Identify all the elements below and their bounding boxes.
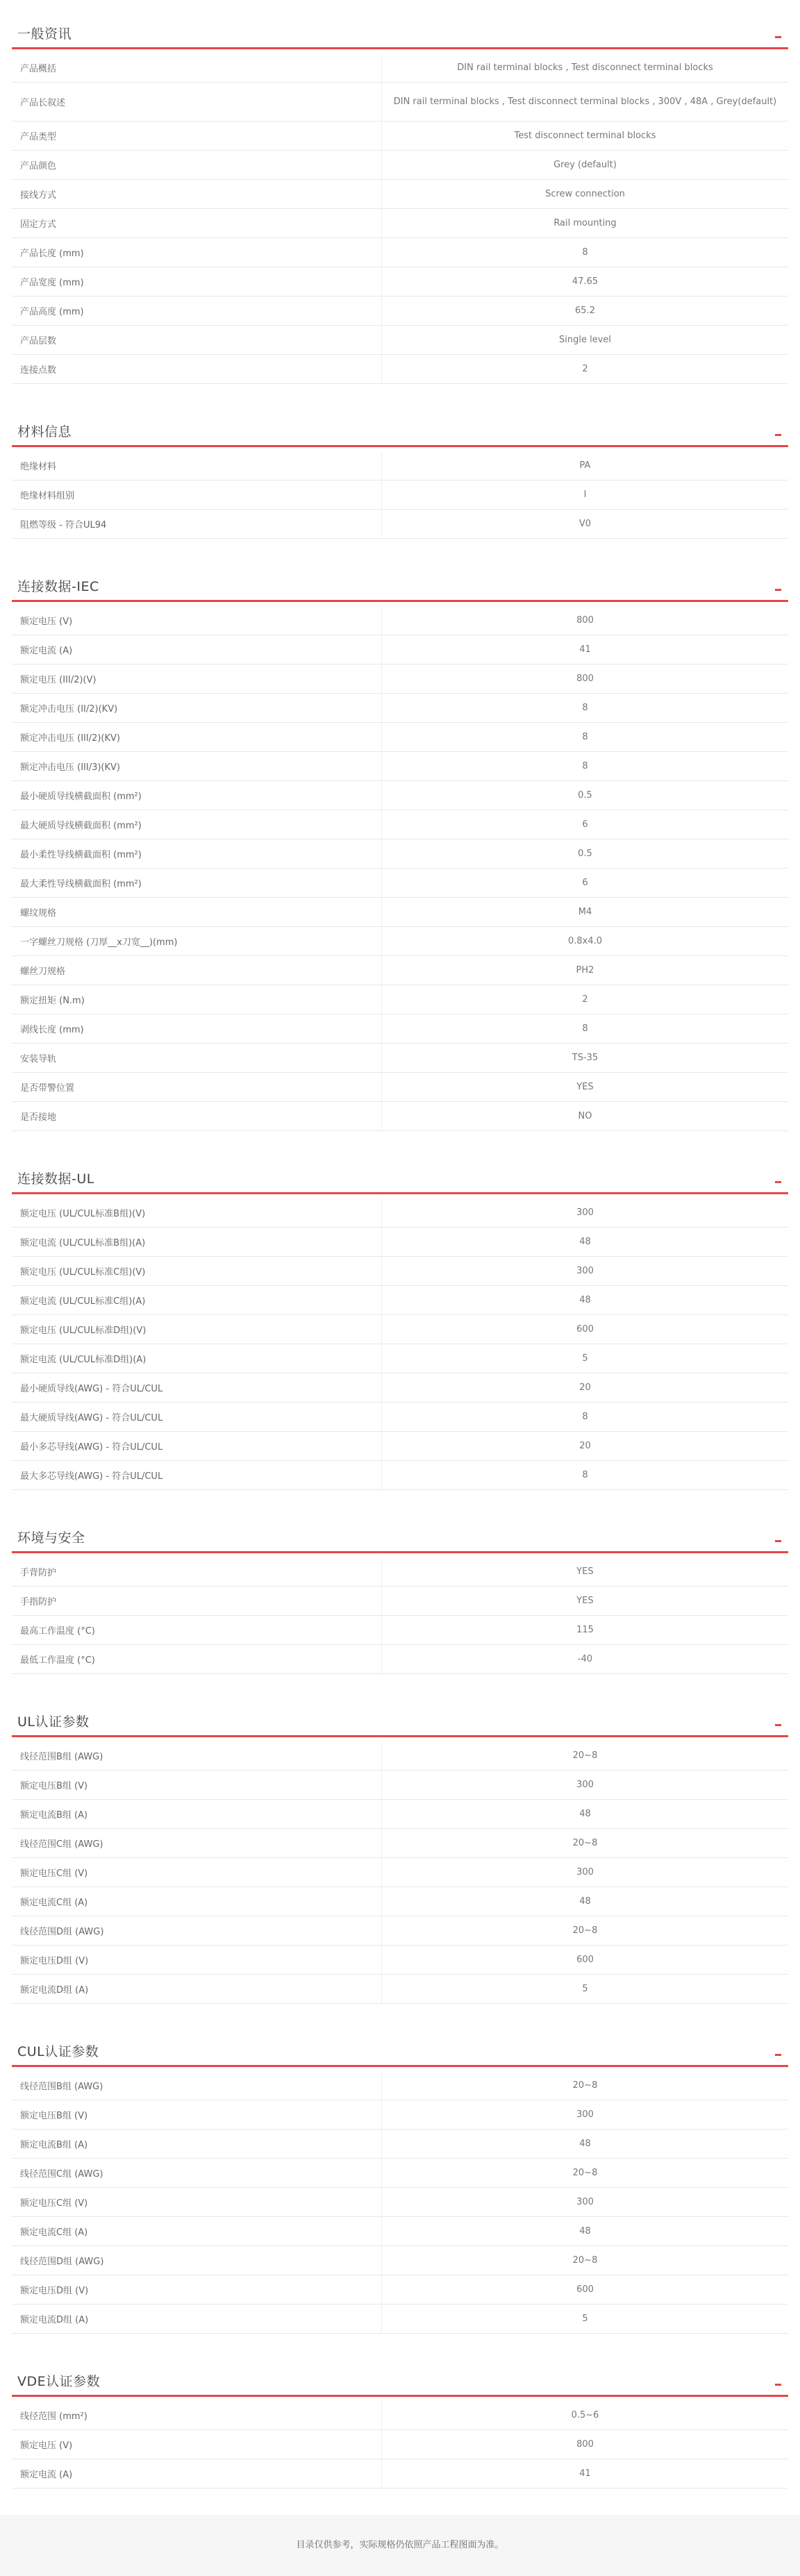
spec-row [12,1741,788,1771]
spec-label: 额定电压 (V) [12,606,382,635]
spec-label: 剥线长度 (mm) [12,1014,382,1044]
spec-row [12,635,788,664]
minus-icon[interactable] [775,1540,781,1542]
spec-value: 300 [382,1257,789,1286]
spec-value: 5 [382,2305,789,2334]
spec-value: 20~8 [382,1829,789,1858]
spec-value: 300 [382,1771,789,1800]
spec-label: 连接点数 [12,355,382,384]
spec-value: 20 [382,1432,789,1461]
spec-value: 8 [382,1461,789,1490]
spec-row [12,1587,788,1616]
spec-label: 额定电流C组 (A) [12,1887,382,1916]
spec-value: 48 [382,1800,789,1829]
spec-value: 20~8 [382,2246,789,2275]
spec-value: 6 [382,869,789,898]
spec-value: 48 [382,1286,789,1315]
spec-row [12,1228,788,1257]
spec-value: 0.8x4.0 [382,927,789,956]
spec-value: 41 [382,635,789,664]
spec-value: 47.65 [382,267,789,296]
spec-label: 线径范围C组 (AWG) [12,1829,382,1858]
spec-label: 最小多芯导线(AWG) - 符合UL/CUL [12,1432,382,1461]
spec-row [12,2246,788,2275]
spec-row [12,267,788,296]
spec-row [12,781,788,810]
spec-sheet [12,0,788,2489]
spec-label: 线径范围D组 (AWG) [12,1916,382,1946]
spec-label: 产品宽度 (mm) [12,267,382,296]
spec-table [12,1198,788,1490]
spec-label: 额定电压B组 (V) [12,1771,382,1800]
spec-row [12,1344,788,1373]
spec-label: 产品类型 [12,122,382,151]
spec-label: 额定电流D组 (A) [12,2305,382,2334]
spec-value: PH2 [382,956,789,985]
spec-value: 20~8 [382,2071,789,2100]
spec-row [12,2071,788,2100]
spec-label: 固定方式 [12,209,382,238]
section-title: 一般资讯 [17,26,72,42]
spec-row [12,296,788,326]
spec-row [12,927,788,956]
spec-row [12,2100,788,2130]
spec-value: 800 [382,664,789,694]
spec-label: 产品层数 [12,326,382,355]
spec-row [12,83,788,122]
spec-row [12,1557,788,1587]
spec-value: NO [382,1102,789,1131]
spec-value: 600 [382,1315,789,1344]
section-header[interactable] [12,19,788,49]
spec-value: 8 [382,1014,789,1044]
spec-label: 最大多芯导线(AWG) - 符合UL/CUL [12,1461,382,1490]
spec-value: 20~8 [382,1741,789,1771]
spec-label: 额定冲击电压 (III/2)(KV) [12,723,382,752]
section-header[interactable] [12,572,788,602]
minus-icon[interactable] [775,2384,781,2386]
spec-table [12,1741,788,2004]
spec-value: 65.2 [382,296,789,326]
spec-value: PA [382,451,789,480]
spec-row [12,2430,788,2459]
spec-row [12,2459,788,2489]
spec-row [12,1461,788,1490]
spec-section [12,1707,788,2004]
spec-row [12,180,788,209]
section-header[interactable] [12,1707,788,1737]
spec-row [12,985,788,1014]
spec-label: 产品颜色 [12,151,382,180]
spec-value: 8 [382,752,789,781]
spec-label: 额定电压D组 (V) [12,2275,382,2305]
spec-row [12,1315,788,1344]
spec-row [12,151,788,180]
spec-table [12,2071,788,2334]
spec-label: 线径范围 (mm²) [12,2401,382,2430]
spec-label: 最小柔性导线横截面积 (mm²) [12,839,382,869]
spec-label: 线径范围C组 (AWG) [12,2159,382,2188]
spec-value: 8 [382,1403,789,1432]
spec-value: 8 [382,723,789,752]
spec-value: 800 [382,606,789,635]
spec-label: 最大柔性导线横截面积 (mm²) [12,869,382,898]
spec-value: 20~8 [382,1916,789,1946]
spec-label: 额定冲击电压 (III/3)(KV) [12,752,382,781]
spec-row [12,956,788,985]
spec-label: 额定冲击电压 (II/2)(KV) [12,694,382,723]
spec-row [12,1616,788,1645]
spec-row [12,122,788,151]
spec-row [12,2159,788,2188]
spec-value: 48 [382,1228,789,1257]
spec-section [12,2037,788,2334]
spec-value: Screw connection [382,180,789,209]
spec-row [12,839,788,869]
spec-value: 48 [382,2217,789,2246]
section-title: 连接数据-IEC [17,579,99,594]
spec-label: 阻燃等级 - 符合UL94 [12,510,382,539]
spec-value: 300 [382,2188,789,2217]
spec-row [12,1073,788,1102]
spec-label: 最大硬质导线(AWG) - 符合UL/CUL [12,1403,382,1432]
spec-value: 300 [382,1198,789,1228]
spec-value: 2 [382,355,789,384]
spec-row [12,1257,788,1286]
spec-table [12,53,788,384]
minus-icon[interactable] [775,2054,781,2056]
spec-value: 6 [382,810,789,839]
spec-label: 额定电压C组 (V) [12,1858,382,1887]
spec-label: 额定电流 (UL/CUL标准B组)(A) [12,1228,382,1257]
spec-label: 额定电压 (V) [12,2430,382,2459]
spec-row [12,694,788,723]
spec-row [12,869,788,898]
spec-value: 800 [382,2430,789,2459]
spec-row [12,1432,788,1461]
minus-icon[interactable] [775,1181,781,1183]
section-header[interactable] [12,1523,788,1553]
spec-table [12,451,788,539]
spec-label: 螺纹规格 [12,898,382,927]
spec-label: 额定电压B组 (V) [12,2100,382,2130]
minus-icon[interactable] [775,589,781,591]
spec-value: YES [382,1073,789,1102]
spec-value: YES [382,1557,789,1587]
spec-row [12,2401,788,2430]
spec-label: 螺丝刀规格 [12,956,382,985]
spec-label: 是否带警位置 [12,1073,382,1102]
spec-value: 48 [382,1887,789,1916]
spec-section [12,1164,788,1490]
spec-table [12,2401,788,2489]
spec-section [12,19,788,384]
spec-section [12,417,788,539]
spec-label: 线径范围D组 (AWG) [12,2246,382,2275]
spec-label: 额定电压D组 (V) [12,1946,382,1975]
spec-section [12,572,788,1131]
spec-label: 产品高度 (mm) [12,296,382,326]
spec-label: 最低工作温度 (°C) [12,1645,382,1674]
spec-row [12,1771,788,1800]
spec-row [12,451,788,480]
spec-row [12,326,788,355]
spec-value: 600 [382,2275,789,2305]
spec-row [12,1044,788,1073]
spec-value: 5 [382,1344,789,1373]
spec-label: 手背防护 [12,1557,382,1587]
spec-row [12,606,788,635]
footer-note: 目录仅供参考，实际规格仍依照产品工程图面为准。 [0,2515,800,2576]
spec-row [12,810,788,839]
spec-row [12,752,788,781]
spec-label: 额定电流 (A) [12,635,382,664]
section-title: CUL认证参数 [17,2044,99,2059]
spec-label: 额定电压 (UL/CUL标准C组)(V) [12,1257,382,1286]
spec-value: 20~8 [382,2159,789,2188]
spec-label: 额定扭矩 (N.m) [12,985,382,1014]
spec-row [12,209,788,238]
spec-row [12,1916,788,1946]
spec-row [12,1946,788,1975]
spec-label: 额定电压C组 (V) [12,2188,382,2217]
spec-label: 绝缘材料 [12,451,382,480]
spec-row [12,1198,788,1228]
spec-value: DIN rail terminal blocks , Test disconnect terminal blocks [382,53,789,83]
spec-value: Grey (default) [382,151,789,180]
spec-section [12,1523,788,1674]
spec-label: 额定电流B组 (A) [12,1800,382,1829]
spec-table [12,606,788,1131]
spec-table [12,1557,788,1674]
spec-label: 产品长度 (mm) [12,238,382,267]
spec-label: 额定电流 (UL/CUL标准C组)(A) [12,1286,382,1315]
spec-label: 线径范围B组 (AWG) [12,2071,382,2100]
spec-row [12,1829,788,1858]
spec-row [12,1858,788,1887]
spec-row [12,1102,788,1131]
spec-value: 0.5 [382,839,789,869]
spec-value: DIN rail terminal blocks , Test disconnect terminal blocks , 300V , 48A , Grey(default) [382,83,789,122]
spec-label: 额定电压 (UL/CUL标准D组)(V) [12,1315,382,1344]
spec-section [12,2367,788,2489]
spec-label: 一字螺丝刀规格 (刀厚__x刀宽__)(mm) [12,927,382,956]
spec-row [12,53,788,83]
spec-label: 额定电流 (UL/CUL标准D组)(A) [12,1344,382,1373]
spec-value: 20 [382,1373,789,1403]
spec-row [12,1403,788,1432]
minus-icon[interactable] [775,434,781,436]
spec-row [12,1373,788,1403]
spec-row [12,238,788,267]
section-title: UL认证参数 [17,1714,90,1730]
section-header[interactable] [12,2367,788,2397]
spec-label: 绝缘材料组别 [12,480,382,510]
spec-row [12,664,788,694]
spec-value: 0.5~6 [382,2401,789,2430]
spec-label: 安装导轨 [12,1044,382,1073]
section-header[interactable] [12,417,788,447]
spec-value: Single level [382,326,789,355]
spec-label: 产品长叙述 [12,83,382,122]
minus-icon[interactable] [775,36,781,38]
section-header[interactable] [12,1164,788,1194]
spec-value: 600 [382,1946,789,1975]
spec-label: 是否接地 [12,1102,382,1131]
spec-label: 最高工作温度 (°C) [12,1616,382,1645]
spec-row [12,1975,788,2004]
spec-label: 最小硬质导线横截面积 (mm²) [12,781,382,810]
section-header[interactable] [12,2037,788,2067]
spec-value: M4 [382,898,789,927]
spec-row [12,1887,788,1916]
spec-value: YES [382,1587,789,1616]
spec-label: 额定电流B组 (A) [12,2130,382,2159]
spec-row [12,2217,788,2246]
section-title: VDE认证参数 [17,2374,101,2389]
spec-value: 300 [382,2100,789,2130]
spec-row [12,1014,788,1044]
spec-row [12,510,788,539]
spec-row [12,2275,788,2305]
spec-label: 产品概括 [12,53,382,83]
spec-row [12,2188,788,2217]
spec-value: 41 [382,2459,789,2489]
minus-icon[interactable] [775,1724,781,1726]
section-title: 环境与安全 [17,1530,85,1546]
spec-label: 额定电流 (A) [12,2459,382,2489]
spec-row [12,2130,788,2159]
spec-row [12,480,788,510]
spec-label: 最大硬质导线横截面积 (mm²) [12,810,382,839]
spec-value: 5 [382,1975,789,2004]
spec-value: 0.5 [382,781,789,810]
spec-value: Rail mounting [382,209,789,238]
spec-value: Test disconnect terminal blocks [382,122,789,151]
spec-value: 300 [382,1858,789,1887]
spec-row [12,1800,788,1829]
spec-label: 手指防护 [12,1587,382,1616]
spec-value: I [382,480,789,510]
spec-row [12,1645,788,1674]
spec-label: 额定电流C组 (A) [12,2217,382,2246]
spec-label: 线径范围B组 (AWG) [12,1741,382,1771]
spec-label: 额定电压 (III/2)(V) [12,664,382,694]
spec-value: 48 [382,2130,789,2159]
spec-value: -40 [382,1645,789,1674]
spec-value: 8 [382,694,789,723]
spec-row [12,1286,788,1315]
spec-label: 额定电压 (UL/CUL标准B组)(V) [12,1198,382,1228]
spec-label: 额定电流D组 (A) [12,1975,382,2004]
section-title: 材料信息 [17,424,72,440]
spec-row [12,355,788,384]
spec-value: TS-35 [382,1044,789,1073]
spec-row [12,723,788,752]
spec-value: 8 [382,238,789,267]
spec-row [12,898,788,927]
section-title: 连接数据-UL [17,1171,94,1187]
spec-row [12,2305,788,2334]
spec-value: 115 [382,1616,789,1645]
spec-label: 接线方式 [12,180,382,209]
spec-value: 2 [382,985,789,1014]
spec-value: V0 [382,510,789,539]
spec-label: 最小硬质导线(AWG) - 符合UL/CUL [12,1373,382,1403]
